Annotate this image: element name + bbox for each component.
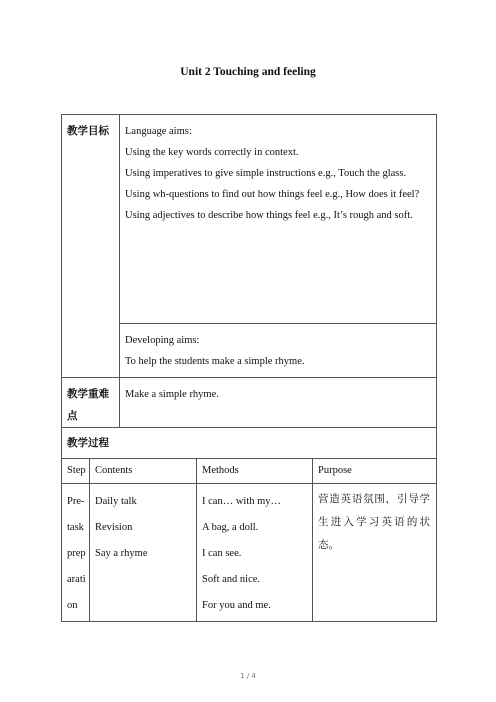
header-methods: Methods bbox=[197, 459, 313, 484]
developing-aims-heading: Developing aims: bbox=[125, 335, 200, 346]
key-points-label: 教学重难点 bbox=[62, 378, 120, 428]
process-header-row bbox=[62, 459, 437, 484]
header-purpose: Purpose bbox=[313, 459, 437, 484]
contents-item: Revision bbox=[95, 522, 133, 533]
lesson-plan-table bbox=[61, 114, 437, 622]
developing-aims-text: To help the students make a simple rhyme. bbox=[125, 356, 305, 367]
language-aim-item: Using imperatives to give simple instructions e.g., Touch the glass. bbox=[125, 168, 407, 179]
step-cell: Pre-task preparation bbox=[62, 484, 90, 622]
objectives-row bbox=[62, 115, 437, 324]
methods-item: I can see. bbox=[202, 548, 242, 559]
language-aims-cell bbox=[120, 115, 437, 324]
contents-item: Say a rhyme bbox=[95, 548, 148, 559]
methods-cell bbox=[197, 484, 313, 622]
key-points-content: Make a simple rhyme. bbox=[120, 378, 437, 428]
header-step: Step bbox=[62, 459, 90, 484]
methods-item: For you and me. bbox=[202, 600, 271, 611]
key-points-row bbox=[62, 378, 437, 428]
methods-item: Soft and nice. bbox=[202, 574, 261, 585]
methods-item: A bag, a doll. bbox=[202, 522, 259, 533]
contents-cell bbox=[90, 484, 197, 622]
methods-item: I can… with my… bbox=[202, 496, 282, 507]
language-aim-item: Using wh-questions to find out how things feel e.g., How does it feel? bbox=[125, 189, 420, 200]
language-aims-heading: Language aims: bbox=[125, 126, 192, 137]
document-title: Unit 2 Touching and feeling bbox=[180, 66, 316, 78]
language-aim-item: Using the key words correctly in context. bbox=[125, 147, 299, 158]
header-contents: Contents bbox=[90, 459, 197, 484]
language-aim-item: Using adjectives to describe how things feel e.g., It’s rough and soft. bbox=[125, 210, 413, 221]
process-label-row bbox=[62, 428, 437, 459]
table-row bbox=[62, 484, 437, 622]
developing-aims-cell bbox=[120, 324, 437, 378]
process-label: 教学过程 bbox=[62, 428, 437, 459]
objectives-label: 教学目标 bbox=[62, 115, 120, 378]
contents-item: Daily talk bbox=[95, 496, 137, 507]
purpose-cell: 营造英语氛围，引导学生进入学习英语的状态。 bbox=[313, 484, 437, 622]
page-number: 1 / 4 bbox=[240, 672, 256, 680]
